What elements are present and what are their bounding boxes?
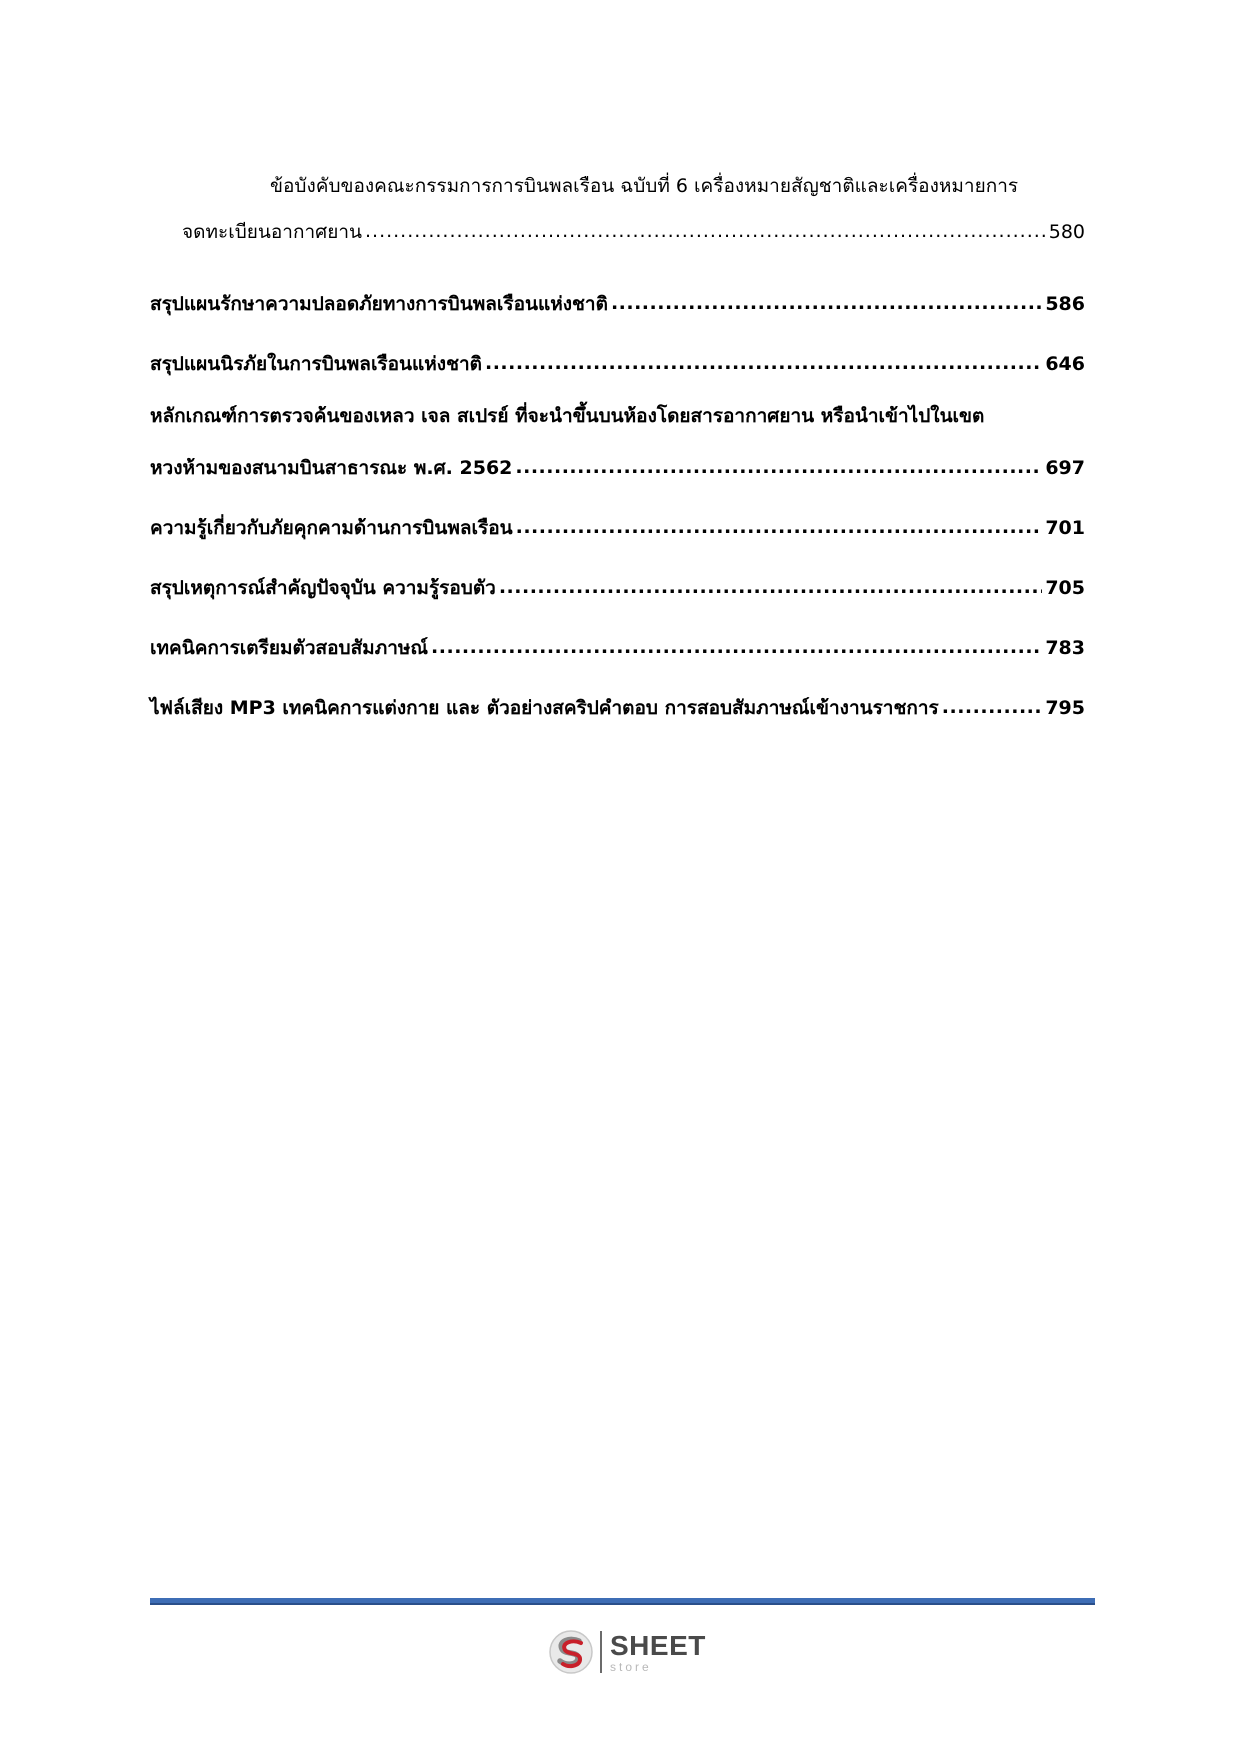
dot-leader — [942, 698, 1043, 717]
dot-leader — [516, 518, 1043, 537]
toc-entry[interactable] — [150, 150, 1085, 242]
toc-page-number: 580 — [1048, 221, 1085, 243]
dot-leader — [611, 294, 1042, 313]
toc-page-number: 783 — [1045, 637, 1085, 659]
toc-entry[interactable] — [150, 478, 1085, 538]
footer-rule — [150, 1598, 1095, 1605]
toc-entry[interactable] — [150, 538, 1085, 598]
toc-page-number: 586 — [1045, 293, 1085, 315]
toc-page-number: 697 — [1045, 457, 1085, 479]
toc-entry-title: ไฟล์เสียง MP3 เทคนิคการแต่งกาย และ ตัวอย่างสคริปคำตอบ การสอบสัมภาษณ์เข้างานราชการ — [150, 697, 939, 719]
toc-entry-title-line-1 — [150, 374, 1085, 426]
dot-leader — [431, 638, 1042, 657]
toc-entry-line — [150, 538, 1085, 598]
logo-brand-sub: store — [610, 1659, 652, 1674]
toc-entry-title: สรุปแผนนิรภัยในการบินพลเรือนแห่งชาติ — [150, 353, 482, 375]
table-of-contents — [150, 150, 1085, 718]
dot-leader — [485, 354, 1042, 373]
toc-entry-title-line-1 — [150, 150, 1085, 196]
dot-leader — [365, 222, 1046, 241]
toc-entry-title: สรุปแผนรักษาความปลอดภัยทางการบินพลเรือนแห่งชาติ — [150, 293, 608, 315]
toc-entry-line — [150, 254, 1085, 314]
toc-entry-line — [150, 478, 1085, 538]
toc-entry-title-line-2 — [150, 196, 1085, 242]
toc-entry-line — [150, 658, 1085, 718]
logo-brand-name: SHEET — [610, 1629, 706, 1661]
sheet-store-logo-icon — [548, 1629, 594, 1675]
toc-entry-title: เทคนิคการเตรียมตัวสอบสัมภาษณ์ — [150, 637, 429, 659]
dot-leader — [515, 458, 1042, 477]
toc-page-number: 701 — [1045, 517, 1085, 539]
toc-entry-line — [150, 314, 1085, 374]
toc-entry[interactable] — [150, 598, 1085, 658]
toc-entry[interactable] — [150, 314, 1085, 374]
toc-page-number: 795 — [1045, 697, 1085, 719]
toc-entry-title-continued: หวงห้ามของสนามบินสาธารณะ พ.ศ. 2562 — [150, 457, 513, 479]
dot-leader — [499, 578, 1042, 597]
toc-entry-title: ข้อบังคับของคณะกรรมการการบินพลเรือน ฉบับที่ 6 เครื่องหมายสัญชาติและเครื่องหมายการ — [270, 175, 1019, 197]
toc-entry[interactable] — [150, 374, 1085, 478]
toc-entry-title-continued: จดทะเบียนอากาศยาน — [182, 221, 362, 243]
toc-page-number: 646 — [1045, 353, 1085, 375]
toc-entry-title-line-2 — [150, 426, 1085, 478]
toc-entry-title: หลักเกณฑ์การตรวจค้นของเหลว เจล สเปรย์ ที่จะนำขึ้นบนห้องโดยสารอากาศยาน หรือนำเข้าไปในเขต — [150, 405, 985, 427]
toc-entry[interactable] — [150, 658, 1085, 718]
toc-page-number: 705 — [1045, 577, 1085, 599]
logo-divider — [600, 1631, 602, 1673]
toc-entry-title: ความรู้เกี่ยวกับภัยคุกคามด้านการบินพลเรือน — [150, 517, 513, 539]
sheet-store-logo — [548, 1622, 706, 1682]
toc-entry-line — [150, 598, 1085, 658]
logo-wordmark — [610, 1629, 706, 1674]
toc-entry[interactable] — [150, 254, 1085, 314]
toc-entry-title: สรุปเหตุการณ์สำคัญปัจจุบัน ความรู้รอบตัว — [150, 577, 496, 599]
